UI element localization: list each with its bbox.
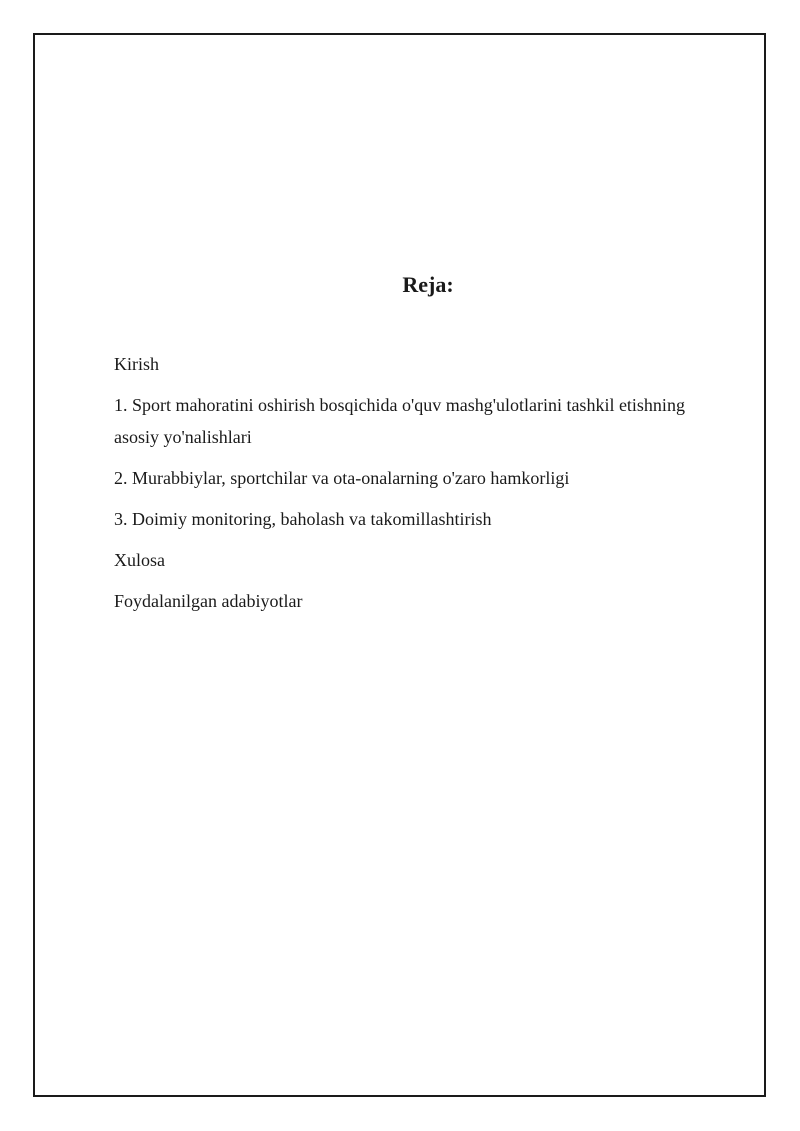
plan-item-intro: Kirish <box>114 354 159 374</box>
page-title: Reja: <box>402 272 454 297</box>
plan-item-1: 1. Sport mahoratini oshirish bosqichida o'quv mashg'ulotlarini tashkil etishning asosiy yo'nalishlari <box>114 395 685 447</box>
plan-item-3: 3. Doimiy monitoring, baholash va takomillashtirish <box>114 509 492 529</box>
plan-item-conclusion: Xulosa <box>114 550 165 570</box>
plan-item-2: 2. Murabbiylar, sportchilar va ota-onalarning o'zaro hamkorligi <box>114 468 570 488</box>
plan-item-references: Foydalanilgan adabiyotlar <box>114 591 303 611</box>
plan-list <box>114 348 724 626</box>
